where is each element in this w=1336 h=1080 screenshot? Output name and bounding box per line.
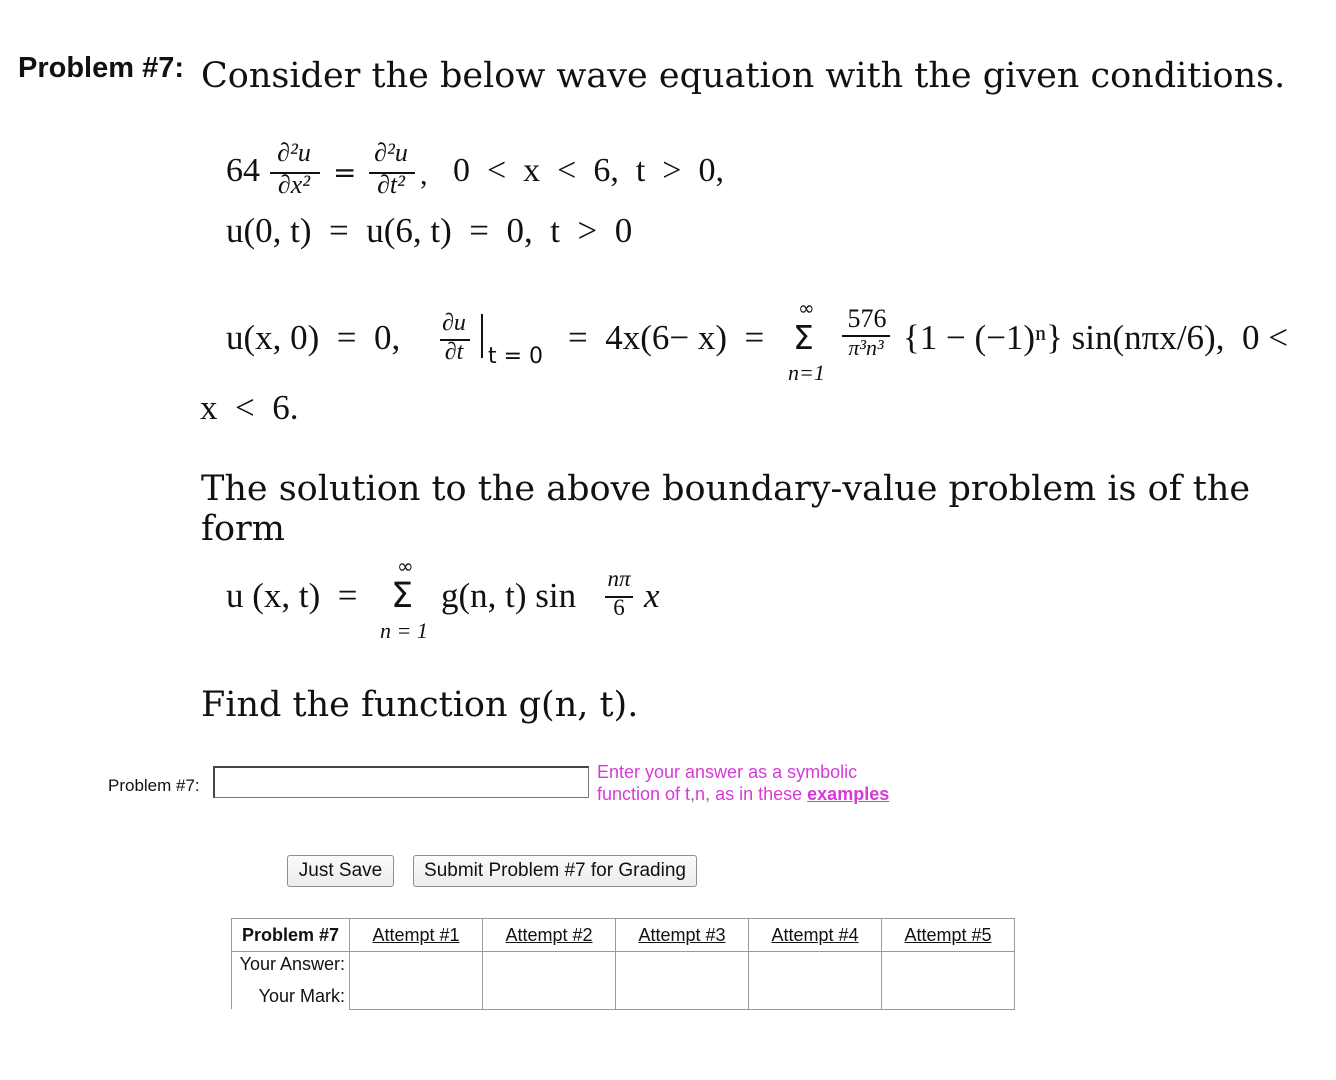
problem-label: Problem #7:: [18, 52, 184, 84]
problem-intro: Consider the below wave equation with the given conditions.: [201, 56, 1286, 96]
solution-text: The solution to the above boundary-value problem is of the form: [201, 469, 1251, 549]
attempt-5-link[interactable]: Attempt #5: [904, 924, 992, 945]
find-text: Find the function g(n, t).: [201, 685, 639, 725]
attempt-4-header: [749, 919, 882, 952]
attempt-2-header: [483, 919, 616, 952]
table-header-problem: Problem #7: [232, 919, 350, 952]
hint-line-1: Enter your answer as a symbolic: [597, 762, 858, 782]
your-mark-label: Your Mark:: [258, 986, 345, 1006]
sigma-1: Σ: [793, 318, 814, 357]
coef-numerator: 576: [847, 304, 887, 333]
submit-problem-button[interactable]: Submit Problem #7 for Grading: [413, 855, 697, 887]
attempt-2-link[interactable]: Attempt #2: [505, 924, 593, 945]
sol-frac-denominator: 6: [613, 595, 625, 620]
rhs-denominator: ∂t²: [377, 170, 405, 199]
attempt-1-header: [350, 919, 483, 952]
boundary-conditions: u(0, t) = u(6, t) = 0, t > 0: [226, 211, 633, 250]
du-numerator: ∂u: [442, 310, 466, 336]
answer-row-label: Problem #7:: [108, 776, 200, 795]
lhs-denominator: ∂x²: [277, 170, 311, 199]
sol-term: g(n, t) sin: [441, 576, 577, 615]
just-save-button[interactable]: Just Save: [287, 855, 394, 887]
attempt-5-cell: [882, 952, 1015, 1010]
coef-denominator: π³n³: [848, 335, 884, 360]
ic-part1: u(x, 0) = 0,: [226, 318, 401, 357]
attempt-3-cell: [616, 952, 749, 1010]
attempt-2-cell: [483, 952, 616, 1010]
eq-coefficient: 64: [226, 152, 260, 189]
lhs-numerator: ∂²u: [277, 138, 311, 167]
eval-at: t = 0: [488, 344, 544, 369]
sol-var: x: [644, 576, 660, 615]
sum-bottom-1: n=1: [788, 360, 825, 385]
sol-frac-numerator: nπ: [607, 566, 631, 591]
eq-comma: ,: [420, 158, 428, 191]
ic-series: {1 − (−1)ⁿ} sin(nπx/6), 0 <: [903, 318, 1288, 357]
sum-top-2: ∞: [397, 554, 414, 578]
eval-bar: [481, 314, 483, 358]
hint-line-2-text: function of t,n, as in these: [597, 784, 803, 804]
attempts-table: [231, 918, 1015, 1010]
answer-input[interactable]: [213, 766, 589, 798]
sum-top-1: ∞: [798, 296, 815, 320]
attempt-3-header: [616, 919, 749, 952]
hint-line-2: [597, 783, 889, 805]
eq-domain: 0 < x < 6, t > 0,: [453, 152, 724, 189]
sum-bottom-2: n = 1: [380, 618, 428, 643]
du-denominator: ∂t: [444, 339, 464, 365]
attempt-1-cell: [350, 952, 483, 1010]
attempt-5-header: [882, 919, 1015, 952]
attempt-1-link[interactable]: Attempt #1: [372, 924, 460, 945]
ic-wrap: x < 6.: [200, 388, 299, 427]
examples-link[interactable]: examples: [807, 784, 890, 804]
answers-label-cell: [232, 952, 350, 1010]
eq-equals: =: [333, 156, 357, 189]
sigma-2: Σ: [391, 576, 414, 616]
answer-hint: [597, 761, 889, 805]
attempt-4-cell: [749, 952, 882, 1010]
rhs-numerator: ∂²u: [374, 138, 408, 167]
ic-equals-4x: = 4x(6− x) =: [568, 318, 765, 357]
sol-lhs: u (x, t) =: [226, 576, 358, 615]
attempt-3-link[interactable]: Attempt #3: [638, 924, 726, 945]
attempt-4-link[interactable]: Attempt #4: [771, 924, 859, 945]
your-answer-label: Your Answer:: [239, 954, 345, 974]
